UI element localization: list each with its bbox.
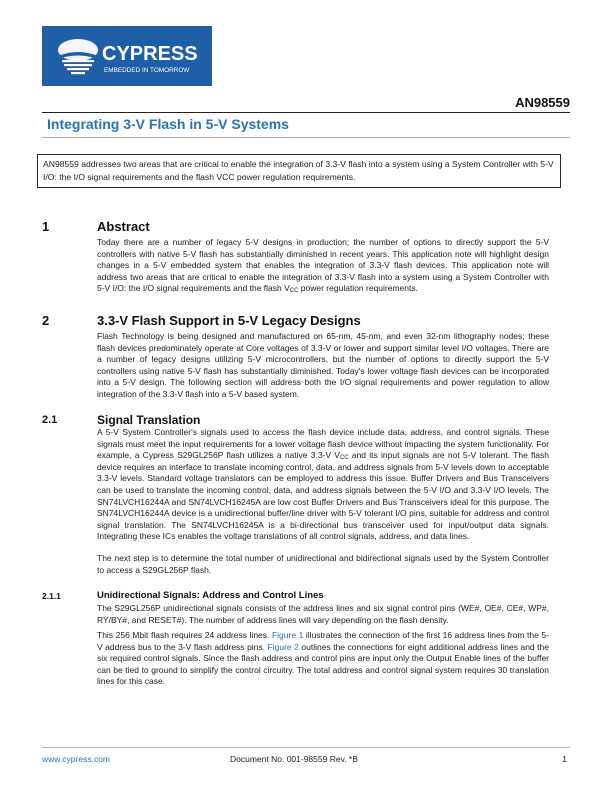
app-note-number: AN98559 bbox=[515, 95, 570, 110]
section-2-1-1-paragraph-2: This 256 Mbit flash requires 24 address lines. Figure 1 illustrates the connection of the first 16 address lines from the 5-V address bus to the 3-V flash address pins. Figure 2 outlines the connections for eight additional address lines and the six required control signals. Since the flash address and control pins are input only the Output Enable lines of the buffer can be tied to ground to simplify the control circuitry. The total address and control signal system requires 30 translation lines for this case. bbox=[97, 630, 549, 687]
section-2-heading: 3.3-V Flash Support in 5-V Legacy Designs bbox=[97, 313, 361, 328]
figure-1-link[interactable]: Figure 1 bbox=[271, 630, 304, 640]
section-2-paragraph: Flash Technology is being designed and manufactured on 65-nm, 45-nm, and even 32-nm lithography nodes; these flash devices predominately operate at Core voltages of 3.3-V or lower and support similar level I/O voltages. There are a number of legacy designs utilizing 5-V microcontrollers, but the number of options to directly support the 5-V controllers using native 5-V flash has substantially diminished. Today's lower voltage flash devices can be incorporated into a 5-V design. The following section will address both the I/O signal requirements and power regulation to allow integration of the 3.3-V flash into a 5-V based system. bbox=[97, 331, 549, 399]
footer-divider bbox=[42, 747, 570, 748]
section-1-heading: Abstract bbox=[97, 219, 150, 234]
section-2-1-1-paragraph-1: The S29GL256P unidirectional signals consists of the address lines and six signal control pins (WE#, OE#, CE#, WP#, RY/BY#, and RESET#). The number of address lines will vary depending on the flash density. bbox=[97, 603, 549, 625]
section-2-1-1-number: 2.1.1 bbox=[42, 591, 61, 601]
section-2-1-paragraph-2: The next step is to determine the total number of unidirectional and bidirectional signals used by the System Controller to access a S29GL256P flash. bbox=[97, 553, 549, 575]
section-2-1-heading: Signal Translation bbox=[97, 413, 201, 427]
figure-2-link[interactable]: Figure 2 bbox=[267, 641, 299, 652]
section-1-paragraph: Today there are a number of legacy 5-V designs in production; the number of options to directly support the 5-V controllers with native 5-V flash has substantially diminished in recent years. This application note will highlight design changes in a 5-V embedded system that enables the integration of 3.3-V flash devices. This application note will address two areas that are critical to enable the integration of 3.3-V flash into a system using a System Controller with 5-V I/O: the I/O signal requirements and the flash $V_{CC}$ power regulation requirements. bbox=[97, 237, 549, 295]
page-number: 1 bbox=[562, 754, 567, 764]
website-link[interactable]: www.cypress.com bbox=[42, 754, 111, 764]
header-divider bbox=[42, 112, 570, 113]
cypress-logo bbox=[42, 26, 212, 86]
cypress-logo-graphic bbox=[42, 26, 212, 86]
logo-tagline: EMBEDDED IN TOMORROW bbox=[104, 67, 190, 74]
section-2-1-number: 2.1 bbox=[42, 414, 58, 426]
section-1-number: 1 bbox=[42, 219, 50, 234]
document-number: Document No. 001-98559 Rev. *B bbox=[230, 754, 358, 764]
summary-box: AN98559 addresses two areas that are critical to enable the integration of 3.3-V flash into a system using a System Controller with 5-V I/O: the I/O signal requirements and the flash VCC power regulation requirements. bbox=[37, 154, 561, 188]
title-divider bbox=[42, 137, 570, 138]
section-2-1-1-heading: Unidirectional Signals: Address and Control Lines bbox=[97, 590, 324, 601]
section-2-number: 2 bbox=[42, 313, 50, 328]
section-2-1-paragraph-1: A 5-V System Controller's signals used to access the flash device include data, address, and control signals. These signals must meet the input requirements for a lower voltage flash device without impacting the system functionality. For example, a Cypress S29GL256P flash utilizes a native 3.3-V $V_{CC}$ and its input signals are not 5-V tolerant. The flash device requires an interface to translate incoming control, data, and address signals from 5-V levels down to acceptable 3.3-V levels. Standard voltage translators can be employed to address this issue. Buffer Drivers and Bus Transceivers can be used to translate the incoming control, data, and address signals between the 5-V I/O and 3.3-V I/O levels. The SN74LVCH16244A and SN74LVCH16245A are low cost Buffer Drivers and Bus Transceivers ideal for this purpose. The SN74LVCH16244A device is a unidirectional buffer/line driver with 5-V tolerant I/O pins, suitable for address and control signal translation. The SN74LVCH16245A is a bi-directional bus transceiver used for input/output data signals. Integrating these ICs enables the voltage translations of all control signals, address, and data lines. bbox=[97, 427, 549, 542]
page-title: Integrating 3-V Flash in 5-V Systems bbox=[47, 116, 289, 132]
logo-wordmark: CYPRESS bbox=[102, 43, 198, 65]
